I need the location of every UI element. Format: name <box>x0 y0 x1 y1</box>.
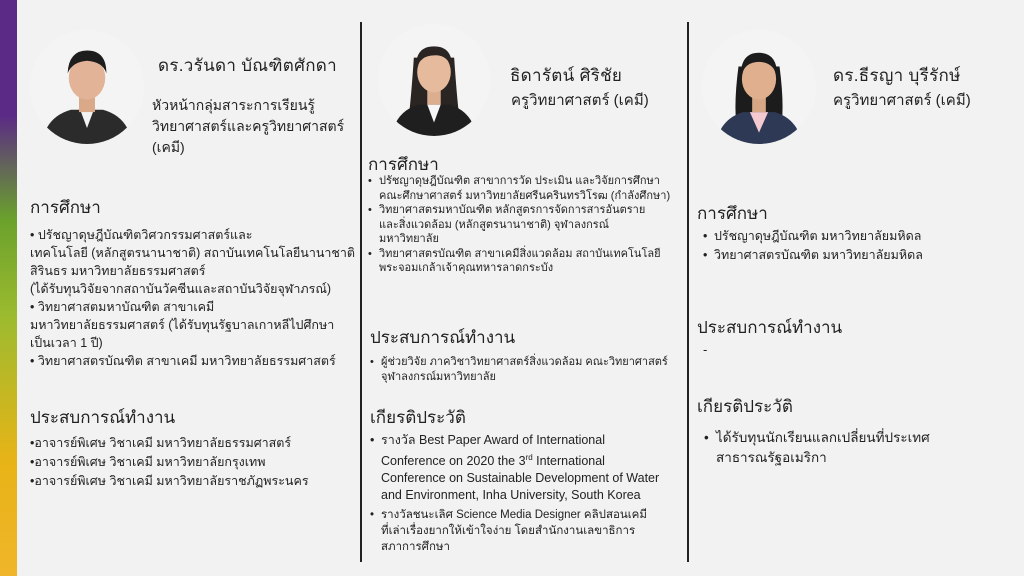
column-divider <box>687 22 689 562</box>
list-item: • วิทยาศาสตมหาบัณฑิต สาขาเคมี มหาวิทยาลัยธรรมศาสตร์ (ได้รับทุนรัฐบาลเกาหลีไปศึกษา เป็นเวลา 1 ปี) <box>30 300 335 350</box>
list-item: • รางวัลชนะเลิศ Science Media Designer คลิปสอนเคมี ที่เล่าเรื่องยากให้เข้าใจง่าย โดยสำนักงานเลขาธิการ สภาการศึกษา <box>370 507 686 555</box>
education-heading: การศึกษา <box>30 198 101 217</box>
list-item: •อาจารย์พิเศษ วิชาเคมี มหาวิทยาลัยกรุงเทพ <box>30 455 266 469</box>
experience-list <box>370 355 686 384</box>
accent-bar <box>0 0 17 576</box>
list-item: • ปรัชญาดุษฎีบัณฑิตวิศวกรรมศาสตร์และ เทคโนโลยี (หลักสูตรนานาชาติ) สถาบันเทคโนโลยีนานาชาติ สิรินธร มหาวิทยาลัยธรรมศาสตร์ (ได้รับทุนวิจัยจากสถาบันวัคซีนและสถาบันวิจัยจุฬาภรณ์) <box>30 228 356 296</box>
education-heading: การศึกษา <box>368 155 439 174</box>
experience-heading: ประสบการณ์ทำงาน <box>370 328 516 347</box>
list-item: •อาจารย์พิเศษ วิชาเคมี มหาวิทยาลัยธรรมศาสตร์ <box>30 436 292 450</box>
experience-value: - <box>703 342 708 357</box>
profile-photo <box>702 30 816 144</box>
person-name: ดร.วรันดา บัณฑิตศักดา <box>158 56 337 75</box>
experience-heading: ประสบการณ์ทำงาน <box>30 408 176 427</box>
education-list <box>703 228 923 264</box>
experience-list <box>30 434 309 491</box>
person-role: ครูวิทยาศาสตร์ (เคมี) <box>833 92 971 109</box>
person-name: ธิดารัตน์ ศิริชัย <box>510 66 623 85</box>
list-item: • วิทยาศาสตรบัณฑิต มหาวิทยาลัยมหิดล <box>703 247 923 264</box>
column-divider <box>360 22 362 562</box>
awards-list <box>704 428 930 468</box>
person-role: หัวหน้ากลุ่มสาระการเรียนรู้ วิทยาศาสตร์และครูวิทยาศาสตร์ (เคมี) <box>152 97 345 155</box>
profile-photo <box>378 24 490 136</box>
list-item: • ปรัชญาดุษฎีบัณฑิต มหาวิทยาลัยมหิดล <box>703 228 923 245</box>
list-item: • ปรัชญาดุษฎีบัณฑิต สาขาการวัด ประเมิน และวิจัยการศึกษา คณะศึกษาศาสตร์ มหาวิทยาลัยศรีนครินทรวิโรฒ (กำลังศึกษา) <box>368 174 686 203</box>
education-heading: การศึกษา <box>697 204 768 223</box>
profile-photo <box>30 30 144 144</box>
list-item: • รางวัล Best Paper Award of International Conference on 2020 the 3rd International Conference on Sustainable Development of Water and Environment, Inha University, South Korea <box>370 432 686 504</box>
list-item: • วิทยาศาสตรมหาบัณฑิต หลักสูตรการจัดการสารอันตราย และสิ่งแวดล้อม (หลักสูตรนานาชาติ) จุฬาลงกรณ์ มหาวิทยาลัย <box>368 203 686 247</box>
list-item: • ผู้ช่วยวิจัย ภาควิชาวิทยาศาสตร์สิ่งแวดล้อม คณะวิทยาศาสตร์ จุฬาลงกรณ์มหาวิทยาลัย <box>370 355 686 384</box>
awards-heading: เกียรติประวัติ <box>697 397 793 416</box>
list-item: • วิทยาศาสตรบัณฑิต สาขาเคมีสิ่งแวดล้อม สถาบันเทคโนโลยี พระจอมเกล้าเจ้าคุณทหารลาดกระบัง <box>368 247 686 276</box>
experience-heading: ประสบการณ์ทำงาน <box>697 318 843 337</box>
list-item: • วิทยาศาสตรบัณฑิต สาขาเคมี มหาวิทยาลัยธรรมศาสตร์ <box>30 354 336 368</box>
awards-list <box>370 432 686 555</box>
education-list <box>368 174 686 276</box>
awards-heading: เกียรติประวัติ <box>370 408 466 427</box>
person-role: ครูวิทยาศาสตร์ (เคมี) <box>511 92 649 109</box>
list-item: •อาจารย์พิเศษ วิชาเคมี มหาวิทยาลัยราชภัฏพระนคร <box>30 474 309 488</box>
education-list <box>30 226 360 370</box>
list-item: • ได้รับทุนนักเรียนแลกเปลี่ยนที่ประเทศ สาธารณรัฐอเมริกา <box>704 428 930 468</box>
person-name: ดร.ธีรญา บุรีรักษ์ <box>833 66 961 85</box>
